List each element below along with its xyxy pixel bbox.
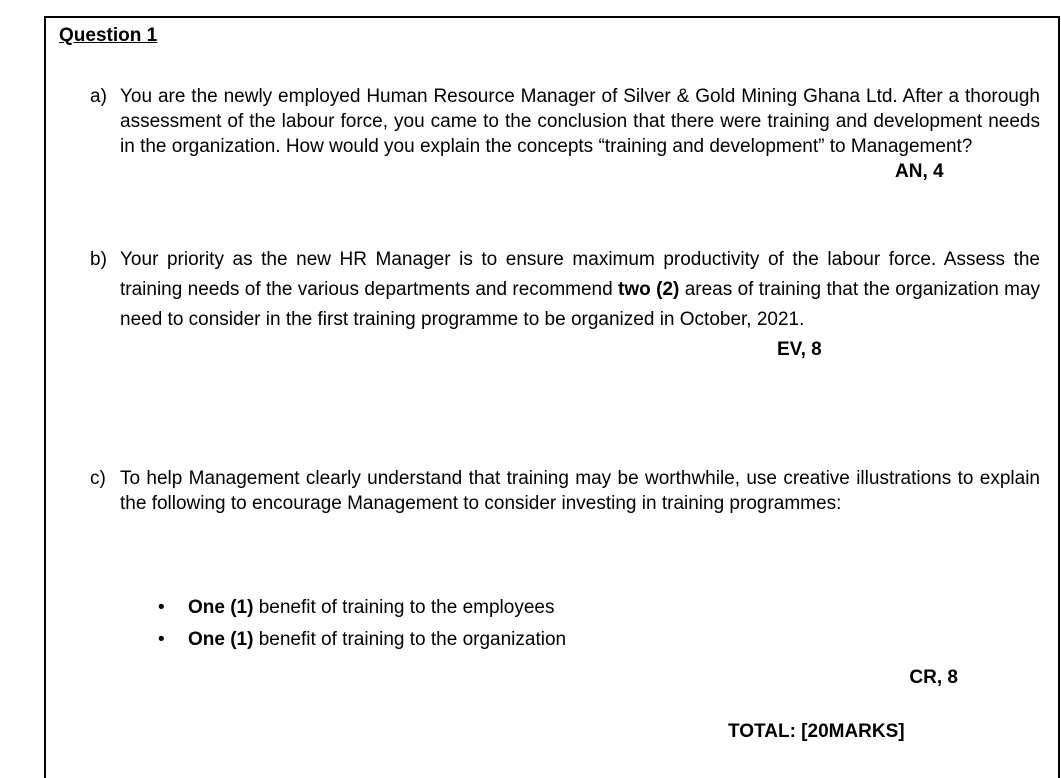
bullet-list xyxy=(156,592,566,656)
part-b-text-2: areas of training that the organization may need to consider in the first training programme to be organized in October, 2021. xyxy=(120,279,1041,330)
bullet-icon: • xyxy=(158,597,165,618)
bullet-bold: One (1) xyxy=(188,597,254,618)
bullet-text: benefit of training to the employees xyxy=(253,597,555,618)
question-part-b xyxy=(90,245,1040,335)
part-c-marks: CR, 8 xyxy=(909,667,958,688)
list-item xyxy=(156,624,566,656)
bullet-icon: • xyxy=(158,629,165,650)
part-c-marker: c) xyxy=(90,468,106,489)
question-title: Question 1 xyxy=(59,25,158,46)
part-c-text: To help Management clearly understand that training may be worthwhile, use creative illustrations to explain the following to encourage Management to consider investing in training programmes: xyxy=(120,468,1040,514)
part-a-marks: AN, 4 xyxy=(895,161,944,182)
bullet-bold: One (1) xyxy=(188,629,254,650)
part-b-marks: EV, 8 xyxy=(777,339,822,360)
part-b-text xyxy=(120,245,1040,335)
part-a-text: You are the newly employed Human Resource Manager of Silver & Gold Mining Ghana Ltd. After a thorough assessment of the labour force, you came to the conclusion that there were training and development needs in the organization. How would you explain the concepts “training and development” to Management? xyxy=(120,86,1040,157)
part-b-text-1: Your priority as the new HR Manager is to ensure maximum productivity of the labour force. Assess the training needs of the various departments and recommend xyxy=(120,249,1040,300)
question-part-a xyxy=(90,84,1040,159)
part-a-marker: a) xyxy=(90,86,107,107)
bullet-text: benefit of training to the organization xyxy=(253,629,567,650)
part-b-marker: b) xyxy=(90,249,107,270)
list-item xyxy=(156,592,566,624)
total-marks: TOTAL: [20MARKS] xyxy=(728,721,905,742)
question-part-c xyxy=(90,466,1040,516)
part-b-text-bold: two (2) xyxy=(618,279,680,300)
